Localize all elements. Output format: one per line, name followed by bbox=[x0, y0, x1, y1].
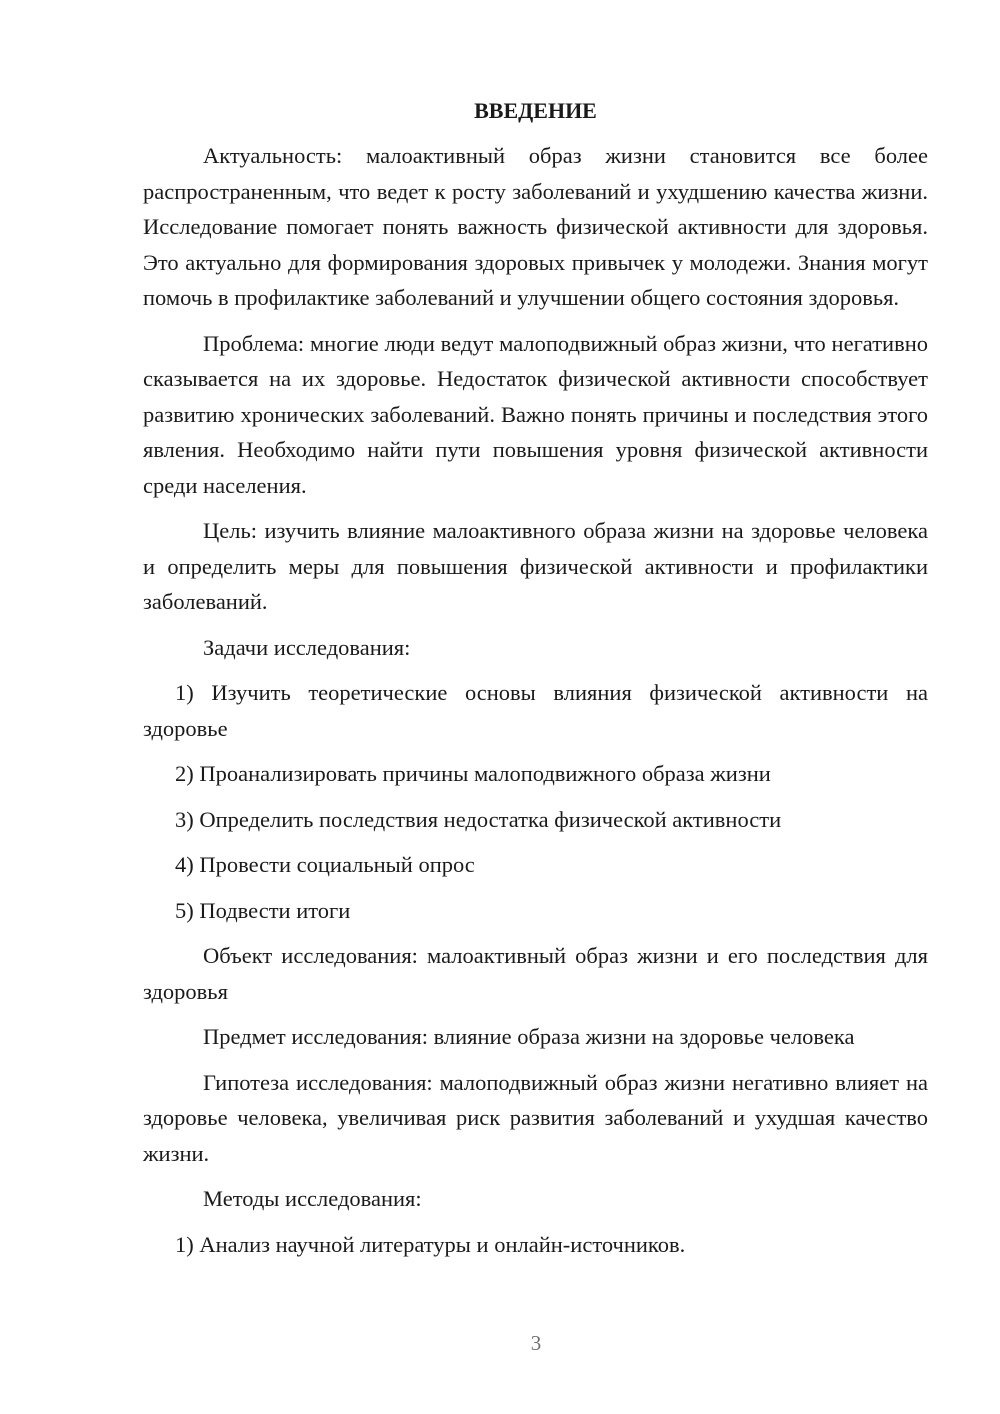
hypothesis-paragraph: Гипотеза исследования: малоподвижный образ жизни негативно влияет на здоровье человека, увеличивая риск развития заболеваний и ухудшая качество жизни. bbox=[143, 1069, 928, 1166]
page-number: 3 bbox=[530, 1331, 542, 1355]
methods-list bbox=[143, 1227, 928, 1263]
subject-paragraph: Предмет исследования: влияние образа жизни на здоровье человека bbox=[203, 1024, 855, 1049]
problem-paragraph: Проблема: многие люди ведут малоподвижный образ жизни, что негативно сказывается на их здоровье. Недостаток физической активности способствует развитию хронических заболеваний. Важно понять причины и последствия этого явления. Необходимо найти пути повышения уровня физической активности среди населения. bbox=[143, 330, 928, 498]
task-item-1: 1) Изучить теоретические основы влияния физической активности на здоровье bbox=[143, 680, 928, 741]
object-paragraph: Объект исследования: малоактивный образ жизни и его последствия для здоровья bbox=[143, 943, 928, 1004]
method-item-1: 1) Анализ научной литературы и онлайн-источников. bbox=[175, 1231, 686, 1257]
methods-heading: Методы исследования: bbox=[203, 1186, 422, 1211]
task-item-4: 4) Провести социальный опрос bbox=[175, 852, 475, 877]
tasks-heading: Задачи исследования: bbox=[203, 634, 411, 660]
task-item-3: 3) Определить последствия недостатка физической активности bbox=[175, 806, 782, 832]
goal-paragraph: Цель: изучить влияние малоактивного образа жизни на здоровье человека и определить меры для повышения физической активности и профилактики заболеваний. bbox=[143, 518, 928, 614]
tasks-list bbox=[143, 675, 928, 928]
page-title: ВВЕДЕНИЕ bbox=[474, 98, 597, 123]
document-page bbox=[143, 96, 928, 1272]
relevance-paragraph: Актуальность: малоактивный образ жизни становится все более распространенным, что ведет к росту заболеваний и ухудшению качества жизни. Исследование помогает понять важность физической активности для здоровья. Это актуально для формирования здоровых привычек у молодежи. Знания могут помочь в профилактике заболеваний и улучшении общего состояния здоровья. bbox=[143, 143, 928, 310]
task-item-2: 2) Проанализировать причины малоподвижного образа жизни bbox=[175, 761, 771, 786]
task-item-5: 5) Подвести итоги bbox=[175, 897, 351, 923]
